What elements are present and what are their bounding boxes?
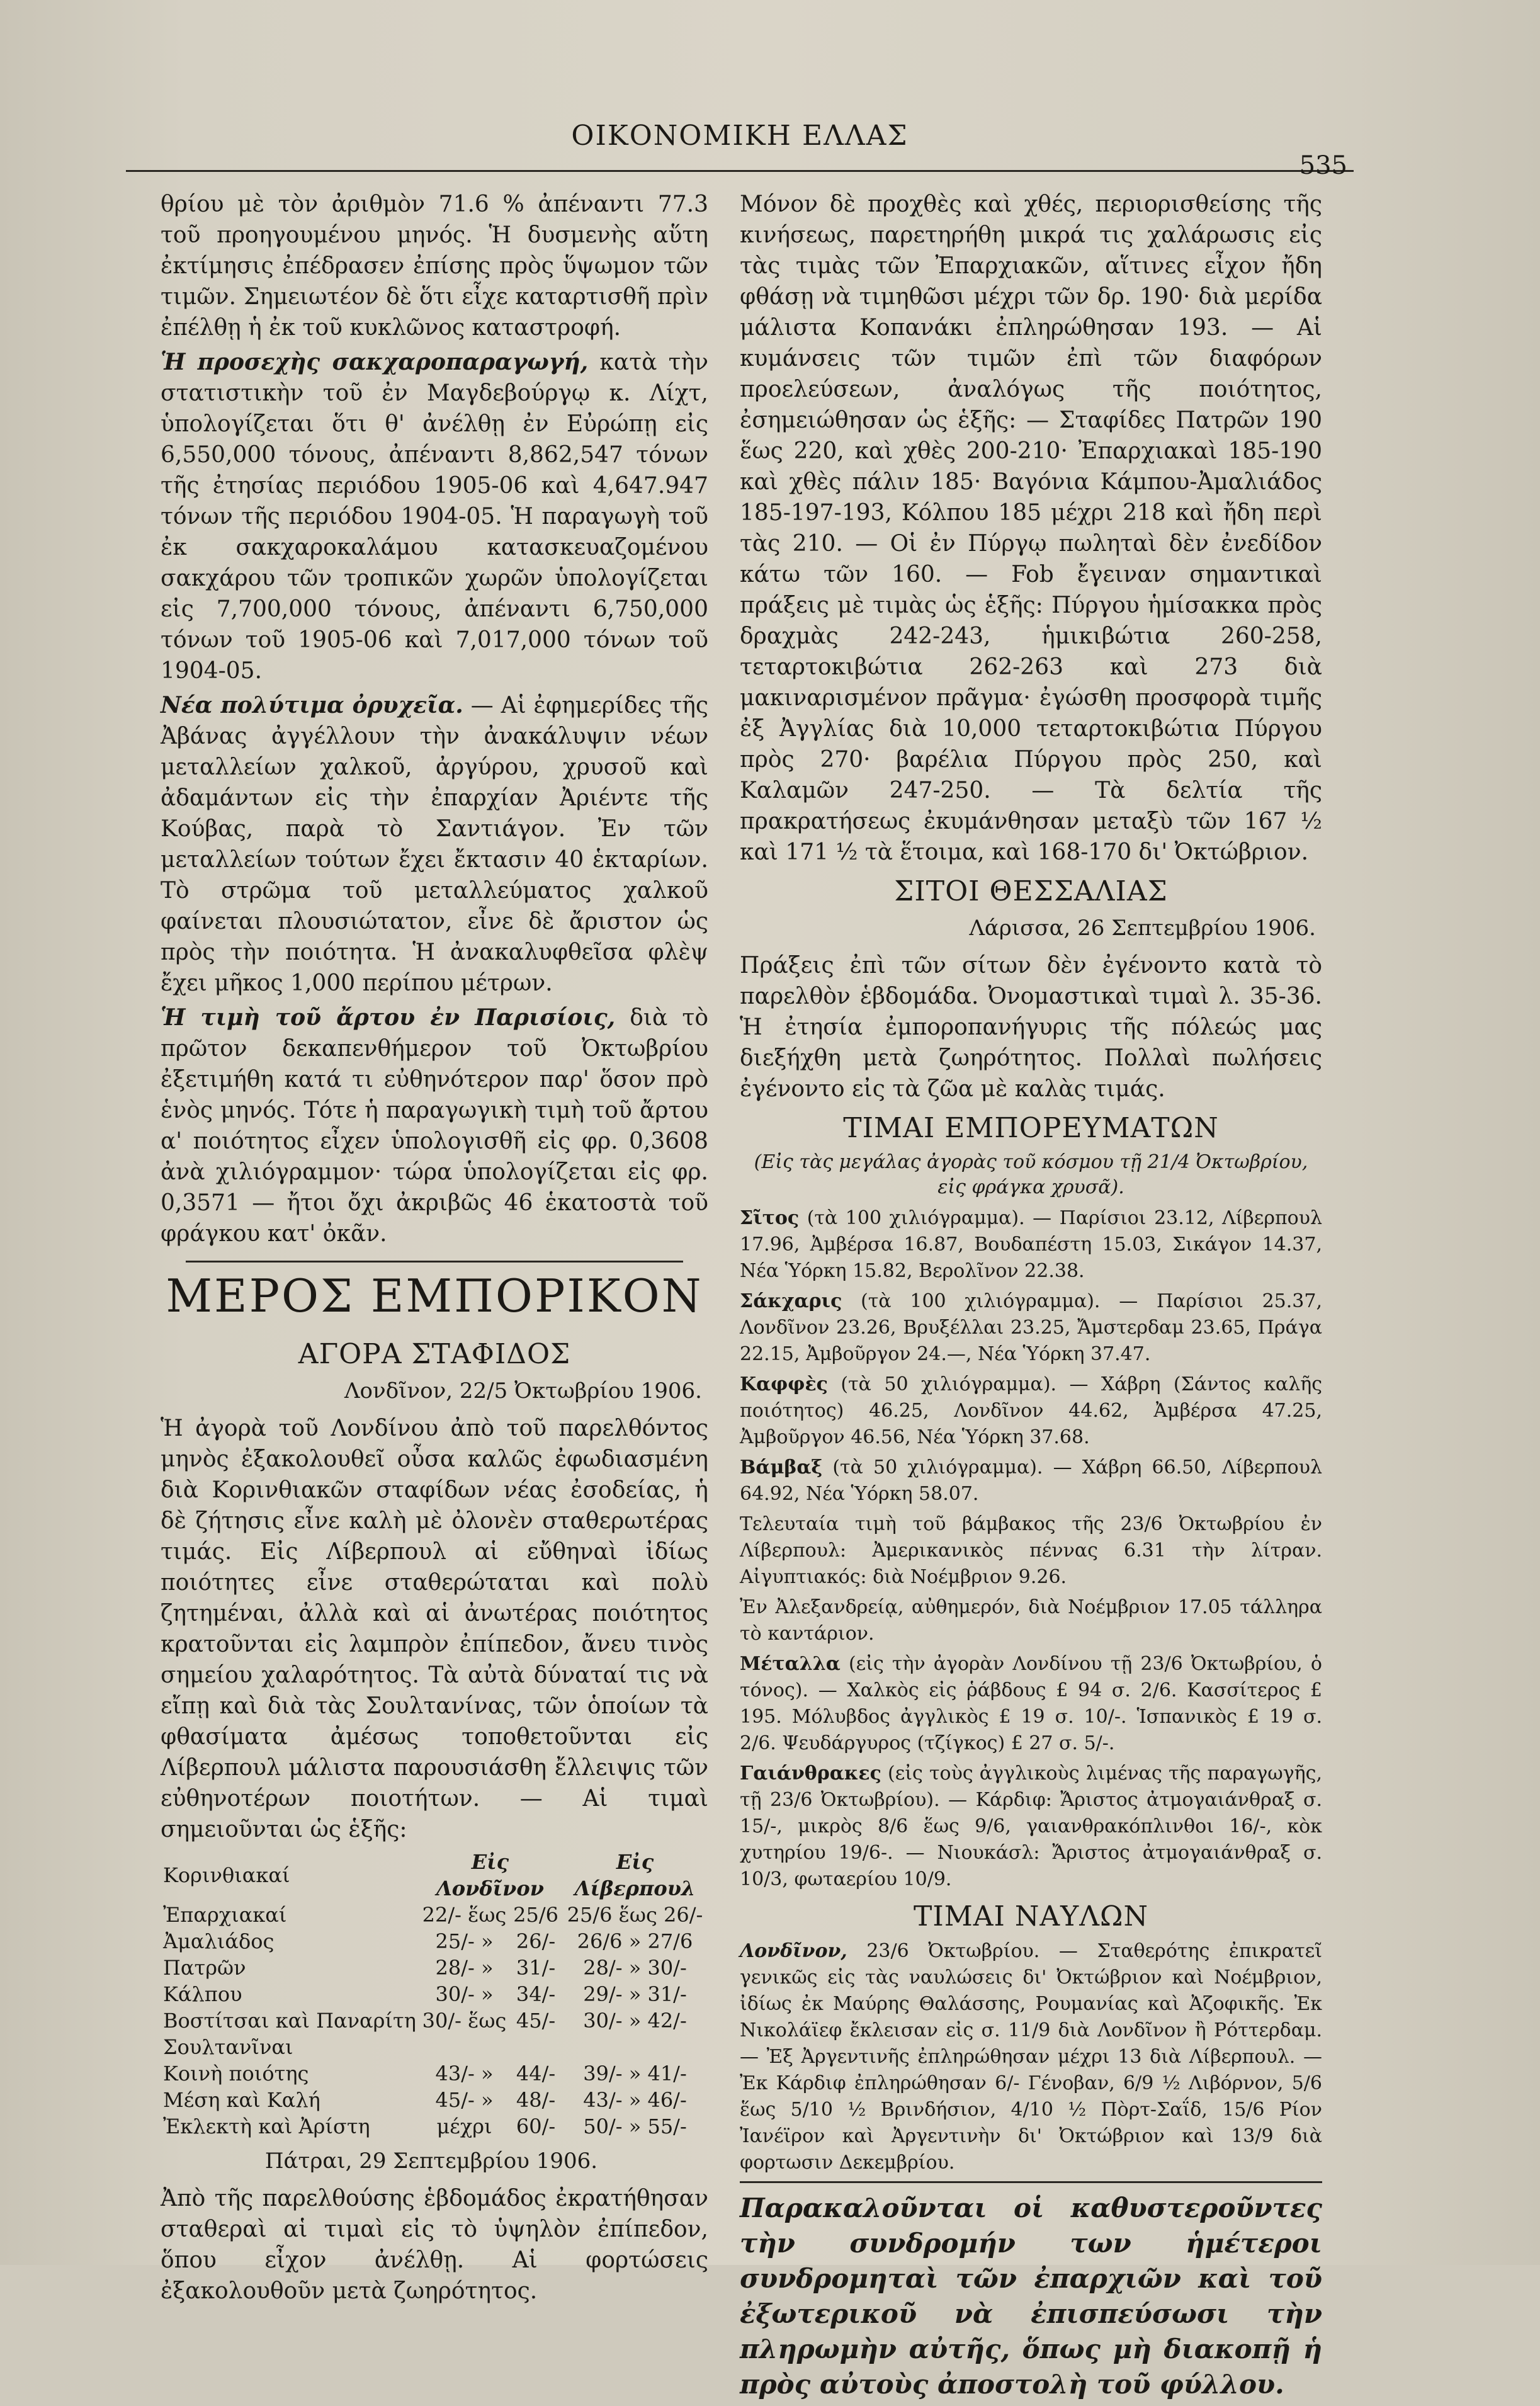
price-cell: 22/- ἕως [422, 1903, 507, 1927]
commodity-text: (τὰ 50 χιλιόγραμμα). — Χάβρη 66.50, Λίβερπουλ 64.92, Νέα Ὑόρκη 58.07. [740, 1456, 1322, 1505]
table-caption: Κορινθιακαί [163, 1863, 290, 1887]
paragraph: θρίου μὲ τὸν ἀριθμὸν 71.6 % ἀπέναντι 77.3 τοῦ προηγουμένου μηνός. Ἡ δυσμενὴς αὕτη ἐκτίμησις ἐπέδρασεν ἐπίσης πρὸς ὕψωμον τῶν τιμῶν. Σημειωτέον δὲ ὅτι εἶχε καταρτισθῆ πρὶν ἐπέλθῃ ἡ ἐκ τοῦ κυκλῶνος καταστροφή. [161, 191, 708, 341]
variety-cell: Ἐπαρχιακαί [163, 1903, 287, 1927]
right-column [740, 189, 1322, 2406]
price-cell [419, 2034, 510, 2060]
dateline: Λάρισσα, 26 Σεπτεμβρίου 1906. [969, 916, 1316, 941]
paragraph [161, 347, 708, 686]
section-divider [186, 1261, 683, 1263]
paragraph [161, 1002, 708, 1249]
price-cell: 30/- » [435, 1982, 494, 2006]
dateline: Πάτραι, 29 Σεπτεμβρίου 1906. [264, 2148, 598, 2174]
table-row [161, 1928, 708, 1955]
commodity-item [740, 1651, 1322, 1757]
commodity-text: (τὰ 100 χιλιόγραμμα). — Παρίσιοι 23.12, Λίβερπουλ 17.96, Ἀμβέρσα 16.87, Βουδαπέστη 15.03, Σικάγον 14.37, Νέα Ὑόρκη 15.82, Βερολῖνον 22.38. [740, 1207, 1322, 1282]
table-row [161, 2060, 708, 2087]
commodity-text: (εἰς τοὺς ἀγγλικοὺς λιμένας τῆς παραγωγῆς, τῇ 23/6 Ὀκτωβρίου). — Κάρδιφ: Ἄριστος ἀτμογαιάνθραξ σ. 15/-, μικρὸς 8/6 ἕως 9/6, γαιανθρακόπλινθοι 16/-, κὸκ χυτηρίου 19/6-. — Νιουκάσλ: Ἄριστος ἀτμογαιάνθραξ σ. 10/3, φωταερίου 10/9. [740, 1762, 1322, 1890]
paragraph: Μόνον δὲ προχθὲς καὶ χθές, περιορισθείσης τῆς κινήσεως, παρετηρήθη μικρά τις χαλάρωσις εἰς τὰς τιμὰς τῶν Ἐπαρχιακῶν, αἵτινες εἶχον ἤδη φθάσῃ νὰ τιμηθῶσι μέχρι τῶν δρ. 190· διὰ μερίδα μάλιστα Κοπανάκι ἐπληρώθησαν 193. — Αἱ κυμάνσεις τῶν τιμῶν ἐπὶ τῶν διαφόρων προελεύσεων, ἀναλόγως τῆς ποιότητος, ἐσημειώθησαν ὡς ἑξῆς: — Σταφίδες Πατρῶν 190 ἕως 220, καὶ χθὲς 200-210· Ἐπαρχιακαὶ 185-190 καὶ χθὲς πάλιν 185· Βαγόνια Κάμπου-Ἀμαλιάδος 185-197-193, Κόλπου 185 μέχρι 218 καὶ ἤδη περὶ τὰς 210. — Οἱ ἐν Πύργῳ πωληταὶ δὲν ἐνεδίδον κάτω τῶν 160. — Fob ἔγειναν σημαντικαὶ πράξεις μὲ τιμὰς ὡς ἑξῆς: Πύργου ἡμίσακκα πρὸς δραχμὰς 242-243, ἡμικιβώτια 260-258, τεταρτοκιβώτια 262-263 καὶ 273 διὰ μακιναρισμένον πρᾶγμα· ἐγώσθη προσφορὰ τιμῆς ἐξ Ἀγγλίας διὰ 10,000 τεταρτοκιβώτια Πύργου πρὸς 270· βαρέλια Πύργου πρὸς 250, καὶ Καλαμῶν 247-250. — Τὰ δελτία τῆς πρακρατήσεως ἐκυμάνθησαν μεταξὺ τῶν 167 ½ καὶ 171 ½ τὰ ἕτοιμα, καὶ 168-170 δι' Ὀκτώβριον. [740, 191, 1322, 865]
paragraph-text: 23/6 Ὀκτωβρίου. — Σταθερότης ἐπικρατεῖ γενικῶς εἰς τὰς ναυλώσεις δι' Ὀκτώβριον καὶ Νοέμβριον, ἰδίως ἐκ Μαύρης Θαλάσσης, Ρουμανίας καὶ Ἀζοφικῆς. Ἐκ Νικολάϊεφ ἔκλεισαν εἰς σ. 11/9 διὰ Λονδῖνον ἢ Ρόττερδαμ.— Ἐξ Ἀργεντινῆς ἐπληρώθησαν μέχρι 13 διὰ Λίβερπουλ. — Ἐκ Κάρδιφ ἐπληρώθησαν 6/- Γένοβαν, 6/9 ½ Λιβόρνον, 5/6 ἕως 5/10 ½ Βρινδήσιον, 4/10 ½ Πὸρτ-Σαΐδ, 15/6 Ρίον Ἰανέϊρον καὶ Ἀργεντινὴν δι' Ὀκτώβριον καὶ 13/9 διὰ φορτωσιν Δεκεμβρίου. [740, 1940, 1322, 2174]
subheading: ΤΙΜΑΙ ΝΑΥΛΩΝ [913, 1900, 1148, 1932]
commodity-item [740, 1205, 1322, 1285]
commodity-text: (τὰ 50 χιλιόγραμμα). — Χάβρη (Σάντος καλῆς ποιότητος) 46.25, Λονδῖνον 44.62, Ἀμβέρσα 47.25, Ἀμβοῦργον 46.56, Νέα Ὑόρκη 37.68. [740, 1373, 1322, 1448]
page-number: 535 [1299, 151, 1347, 180]
price-cell: 44/- [516, 2062, 556, 2085]
variety-cell: Ἐκλεκτὴ καὶ Ἀρίστη [163, 2114, 370, 2138]
price-cell: 30/- ἕως [422, 2009, 507, 2033]
price-cell [510, 2034, 562, 2060]
subheading: ΣΙΤΟΙ ΘΕΣΣΑΛΙΑΣ [894, 875, 1168, 907]
variety-cell: Σουλτανῖναι [163, 2035, 293, 2059]
variety-cell: Ἀμαλιάδος [163, 1929, 275, 1953]
price-cell: 39/- » 41/- [583, 2062, 687, 2085]
commodity-item [740, 1288, 1322, 1368]
table-row [161, 2087, 708, 2113]
price-cell: 25/6 ἕως 26/- [567, 1903, 703, 1927]
subheading: ΤΙΜΑΙ ΕΜΠΟΡΕΥΜΑΤΩΝ [843, 1112, 1219, 1144]
price-cell: 29/- » 31/- [583, 1982, 687, 2006]
price-cell: 34/- [516, 1982, 556, 2006]
paragraph-text: κατὰ τὴν στατιστικὴν τοῦ ἐν Μαγδεβούργῳ κ. Λίχτ, ὑπολογίζεται ὅτι θ' ἀνέλθῃ ἐν Εὐρώπῃ εἰς 6,550,000 τόνους, ἀπέναντι 8,862,547 τόνων τῆς ἐτησίας περιόδου 1905-06 καὶ 4,647.947 τόνων τῆς περιόδου 1904-05. Ἡ παραγωγὴ τοῦ ἐκ σακχαροκαλάμου κατασκευαζομένου σακχάρου τῶν τροπικῶν χωρῶν ὑπολογίζεται εἰς 7,700,000 τόνους, ἀπέναντι 6,750,000 τόνων τοῦ 1905-06 καὶ 7,017,000 τόνων τοῦ 1904-05. [161, 349, 708, 684]
price-cell: 48/- [516, 2088, 556, 2112]
commodity-name: Βάμβαξ [740, 1456, 823, 1478]
price-cell: 43/- » 46/- [583, 2088, 687, 2112]
price-cell: μέχρι [436, 2114, 492, 2138]
note: (Εἰς τὰς μεγάλας ἀγορὰς τοῦ κόσμου τῇ 21/4 Ὀκτωβρίου, εἰς φράγκα χρυσᾶ). [754, 1151, 1308, 1198]
commodity-text: Τελευταία τιμὴ τοῦ βάμβακος τῆς 23/6 Ὀκτωβρίου ἐν Λίβερπουλ: Ἀμερικανικὸς πέννας 6.31 τὴν λίτραν. Αἰγυπτιακός: διὰ Νοέμβριον 9.26. [740, 1513, 1322, 1588]
price-table-body [161, 1902, 708, 2140]
commodity-name: Μέταλλα [740, 1653, 841, 1675]
price-cell: 45/- [516, 2009, 556, 2033]
table-row [161, 2007, 708, 2034]
subscription-notice: Παρακαλοῦνται οἱ καθυστεροῦντες τὴν συνδρομήν των ἡμέτεροι συνδρομηταὶ τῶν ἐπαρχιῶν καὶ τοῦ ἐξωτερικοῦ νὰ ἐπισπεύσωσι τὴν πληρωμὴν αὐτῆς, ὅπως μὴ διακοπῇ ἡ πρὸς αὐτοὺς ἀποστολὴ τοῦ φύλλου. [740, 2193, 1322, 2400]
commodity-text: (εἰς τὴν ἀγορὰν Λονδίνου τῇ 23/6 Ὀκτωβρίου, ὁ τόνος). — Χαλκὸς εἰς ῥάβδους £ 94 σ. 2/6. Κασσίτερος £ 195. Μόλυβδος ἀγγλικὸς £ 19 σ. 10/-. Ἱσπανικὸς £ 19 σ. 2/6. Ψευδάργυρος (τζίγκος) £ 27 σ. 5/-. [740, 1653, 1322, 1754]
subheading: ΑΓΟΡΑ ΣΤΑΦΙΔΟΣ [298, 1338, 571, 1370]
commodity-text: (τὰ 100 χιλιόγραμμα). — Παρίσιοι 25.37, Λονδῖνον 23.26, Βρυξέλλαι 23.25, Ἄμστερδαμ 23.65, Πράγα 22.15, Ἀμβοῦργον 24.—, Νέα Ὑόρκη 37.47. [740, 1290, 1322, 1365]
paragraph: Ἡ ἀγορὰ τοῦ Λονδίνου ἀπὸ τοῦ παρελθόντος μηνὸς ἐξακολουθεῖ οὖσα καλῶς ἐφωδιασμένη διὰ Κορινθιακῶν σταφίδων νέας ἐσοδείας, ἡ δὲ ζήτησις εἶνε καλὴ μὲ ὀλονὲν σταθερωτέρας τιμάς. Εἰς Λίβερπουλ αἱ εὔθηναὶ ἰδίως ποιότητες εἶνε σταθερώταται καὶ πολὺ ζητημέναι, ἀλλὰ καὶ αἱ ἀνωτέρας ποιότητος κρατοῦνται εἰς λαμπρὸν ἐπίπεδον, ἄνευ τινὸς σημείου χαλαρότητος. Τὰ αὐτὰ δύναταί τις νὰ εἴπῃ καὶ διὰ τὰς Σουλτανίνας, τῶν ὁποίων τὰ φθασίματα ἀμέσως τοποθετοῦνται εἰς Λίβερπουλ μάλιστα παρουσιάσθη ἔλλειψις τῶν εὐθηνοτέρων ποιοτήτων. — Αἱ τιμαὶ σημειοῦνται ὡς ἑξῆς: [161, 1416, 708, 1842]
price-cell: 50/- » 55/- [583, 2114, 687, 2138]
table-row [161, 1902, 708, 1928]
price-cell: 28/- » [435, 1956, 494, 1980]
section-title: ΜΕΡΟΣ ΕΜΠΟΡΙΚΟΝ [166, 1269, 703, 1322]
commodity-name: Σάκχαρις [740, 1290, 842, 1312]
variety-cell: Βοστίτσαι καὶ Παναρίτη [163, 2009, 416, 2033]
variety-cell: Κοινὴ ποιότης [163, 2062, 309, 2085]
price-cell: 28/- » 30/- [583, 1956, 687, 1980]
paragraph: Ἀπὸ τῆς παρελθούσης ἑβδομάδος ἐκρατήθησαν σταθεραὶ αἱ τιμαὶ εἰς τὸ ὑψηλὸν ἐπίπεδον, ὅπου εἶχον ἀνέλθῃ. Αἱ φορτώσεις ἐξακολουθοῦν μετὰ ζωηρότητος. [161, 2186, 708, 2304]
table-row [161, 1981, 708, 2007]
commodity-item [740, 1511, 1322, 1591]
commodity-name: Γαιάνθρακες [740, 1762, 881, 1785]
paragraph-heading: Ἡ τιμὴ τοῦ ἄρτου ἐν Παρισίοις, [161, 1004, 616, 1031]
price-cell: 43/- » [435, 2062, 494, 2085]
dateline: Λονδῖνον, 22/5 Ὀκτωβρίου 1906. [344, 1378, 702, 1404]
column-header-liverpool: Εἰς Λίβερπουλ [574, 1850, 696, 1900]
price-cell: 26/6 » 27/6 [577, 1929, 693, 1953]
variety-cell: Πατρῶν [163, 1956, 246, 1980]
commodity-item [740, 1761, 1322, 1893]
commodity-name: Καφφὲς [740, 1373, 828, 1395]
price-cell: 45/- » [435, 2088, 494, 2112]
table-header-row [161, 1849, 708, 1902]
price-cell: 26/- [516, 1929, 556, 1953]
commodity-item [740, 1371, 1322, 1451]
price-cell: 25/- » [435, 1929, 494, 1953]
paragraph-text: — Αἱ ἐφημερίδες τῆς Ἀβάνας ἀγγέλλουν τὴν ἀνακάλυψιν νέων μεταλλείων χαλκοῦ, ἀργύρου, χρυσοῦ καὶ ἀδαμάντων εἰς τὴν ἐπαρχίαν Ἀριέντε τῆς Κούβας, παρὰ τὸ Σαντιάγον. Ἐν τῶν μεταλλείων τούτων ἔχει ἔκτασιν 40 ἑκταρίων. Τὸ στρῶμα τοῦ μεταλλεύματος χαλκοῦ φαίνεται πλουσιώτατον, εἶνε δὲ ἄριστον ὡς πρὸς τὴν ποιότητα. Ἡ ἀνακαλυφθεῖσα φλὲψ ἔχει μῆκος 1,000 περίπου μέτρων. [161, 693, 708, 996]
paragraph [161, 690, 708, 999]
paragraph [740, 1938, 1322, 2176]
table-row [161, 2034, 708, 2060]
commodity-item [740, 1455, 1322, 1507]
price-cell [562, 2034, 708, 2060]
paragraph-text: διὰ τὸ πρῶτον δεκαπενθήμερον τοῦ Ὀκτωβρίου ἐξετιμήθη κατά τι εὐθηνότερον παρ' ὅσον πρὸ ἑνὸς μηνός. Τότε ἡ παραγωγικὴ τιμὴ τοῦ ἄρτου α' ποιότητος εἶχεν ὑπολογισθῆ εἰς φρ. 0,3608 ἀνὰ χιλιόγραμμον· τώρα ὑπολογίζεται εἰς φρ. 0,3571 — ἤτοι ὄχι ἀκριβῶς 46 ἑκατοστὰ τοῦ φράγκου κατ' ὀκᾶν. [161, 1005, 709, 1247]
commodity-name: Σῖτος [740, 1207, 800, 1229]
paragraph-heading: Λονδῖνον, [740, 1940, 847, 1962]
column-header-london: Εἰς Λονδῖνον [436, 1850, 544, 1900]
price-cell: 30/- » 42/- [583, 2009, 687, 2033]
commodity-item [740, 1594, 1322, 1647]
paragraph: Πράξεις ἐπὶ τῶν σίτων δὲν ἐγένοντο κατὰ τὸ παρελθὸν ἑβδομάδα. Ὀνομαστικαὶ τιμαὶ λ. 35-36. Ἡ ἐτησία ἐμποροπανήγυρις τῆς πόλεώς μας διεξήχθη μετὰ ζωηρότητος. Πολλαὶ πωλήσεις ἐγένοντο εἰς τὰ ζῶα μὲ καλὰς τιμάς. [740, 953, 1322, 1102]
price-cell: 25/6 [513, 1903, 558, 1927]
price-table [161, 1849, 708, 2140]
commodity-price-list [740, 1205, 1322, 1893]
price-cell: 31/- [516, 1956, 556, 1980]
price-cell: 60/- [516, 2114, 556, 2138]
publication-title: ΟΙΚΟΝΟΜΙΚΗ ΕΛΛΑΣ [571, 120, 909, 152]
left-column [161, 189, 708, 2310]
variety-cell: Μέση καὶ Καλή [163, 2088, 320, 2112]
notice-divider [740, 2181, 1322, 2183]
table-row [161, 2113, 708, 2140]
commodity-text: Ἐν Ἀλεξανδρείᾳ, αὐθημερόν, διὰ Νοέμβριον 17.05 τάλληρα τὸ καντάριον. [740, 1596, 1322, 1645]
paragraph-heading: Νέα πολύτιμα ὀρυχεῖα. [161, 692, 463, 718]
page-header [126, 113, 1354, 180]
paragraph-heading: Ἡ προσεχὴς σακχαροπαραγωγή, [161, 349, 589, 375]
table-row [161, 1955, 708, 1981]
variety-cell: Κάλπου [163, 1982, 242, 2006]
